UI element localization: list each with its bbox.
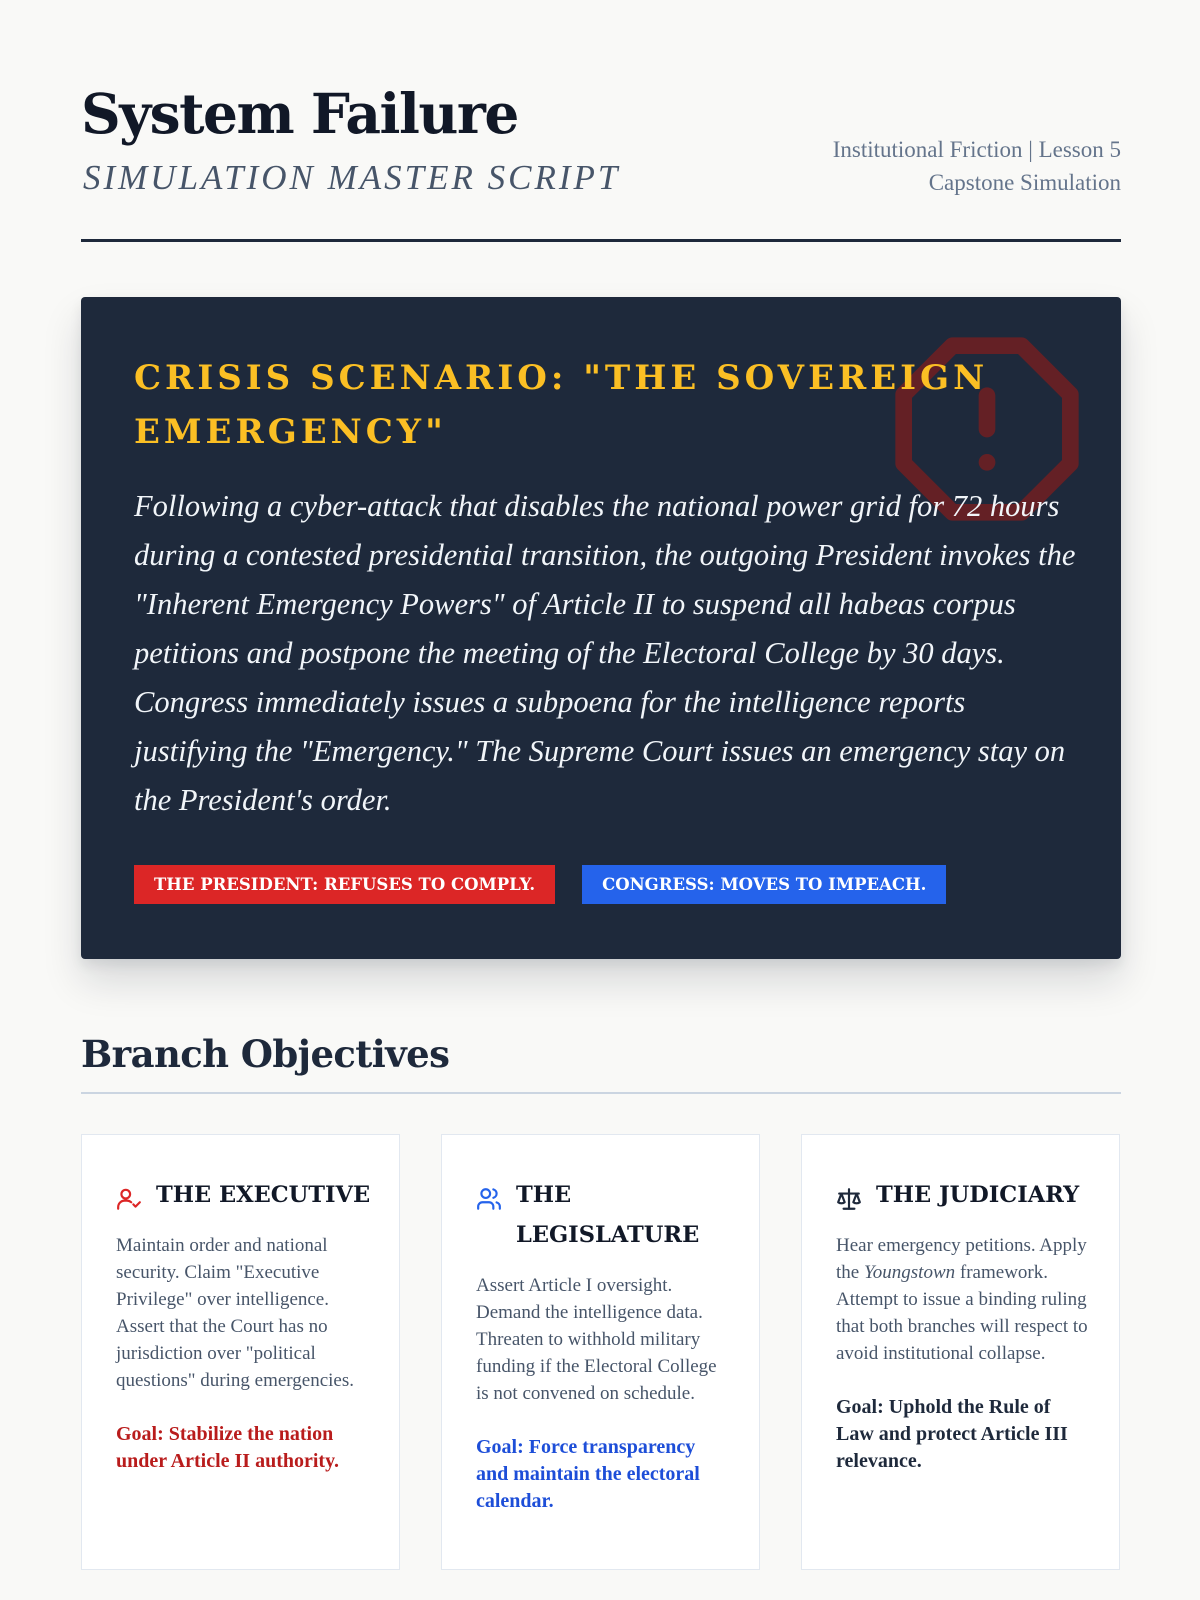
- card-title: THE EXECUTIVE: [156, 1182, 371, 1208]
- simulation-label: Capstone Simulation: [928, 170, 1121, 195]
- section-divider: [81, 1092, 1121, 1094]
- card-goal: Goal: Force transparency and maintain the electoral calendar.: [476, 1436, 700, 1512]
- card-header: [836, 1175, 1091, 1215]
- document-header: [81, 78, 1121, 242]
- card-title: THE JUDICIARY: [876, 1182, 1080, 1208]
- executive-card: [81, 1134, 400, 1570]
- user-check-icon: [116, 1186, 142, 1212]
- lesson-label: Institutional Friction | Lesson 5: [832, 137, 1121, 162]
- legislature-card: [441, 1134, 760, 1570]
- card-description: [836, 1232, 1091, 1367]
- card-header: [116, 1175, 371, 1215]
- branch-cards: [81, 1134, 1121, 1570]
- scale-icon: [836, 1186, 862, 1212]
- judiciary-card: [801, 1134, 1120, 1570]
- crisis-scenario-card: [81, 297, 1121, 959]
- card-goal: Goal: Uphold the Rule of Law and protect Article III relevance.: [836, 1396, 1068, 1472]
- crisis-tags: [134, 865, 946, 904]
- card-description: Maintain order and national security. Claim "Executive Privilege" over intelligence. Assert that the Court has no jurisdiction over "political questions" during emergencies.: [116, 1235, 354, 1391]
- card-header: [476, 1175, 731, 1255]
- card-description-end: framework. Attempt to issue a binding ruling that both branches will respect to avoid institutional collapse.: [836, 1262, 1088, 1364]
- lesson-meta: [833, 133, 1121, 199]
- document-title: System Failure: [81, 81, 518, 146]
- card-goal: Goal: Stabilize the nation under Article II authority.: [116, 1423, 339, 1472]
- case-name: Youngstown: [863, 1262, 956, 1283]
- card-description-start: Hear emergency petitions. Apply the: [836, 1235, 1087, 1283]
- section-title: Branch Objectives: [81, 1032, 450, 1076]
- crisis-description: Following a cyber-attack that disables the national power grid for 72 hours during a contested presidential transition, the outgoing President invokes the "Inherent Emergency Powers" of Article II to suspend all habeas corpus petitions and postpone the meeting of the Electoral College by 30 days. Congress immediately issues a subpoena for the intelligence reports justifying the "Emergency." The Supreme Court issues an emergency stay on the President's order.: [134, 489, 1076, 817]
- crisis-title: CRISIS SCENARIO: "THE SOVEREIGN EMERGENCY": [134, 358, 989, 452]
- card-title: THE LEGISLATURE: [516, 1182, 700, 1248]
- congress-status-tag: CONGRESS: MOVES TO IMPEACH.: [582, 865, 946, 904]
- document-subtitle: SIMULATION MASTER SCRIPT: [83, 158, 621, 197]
- card-description: Assert Article I oversight. Demand the intelligence data. Threaten to withhold military funding if the Electoral College is not convened on schedule.: [476, 1275, 717, 1404]
- users-icon: [476, 1186, 502, 1212]
- president-status-tag: THE PRESIDENT: REFUSES TO COMPLY.: [134, 865, 555, 904]
